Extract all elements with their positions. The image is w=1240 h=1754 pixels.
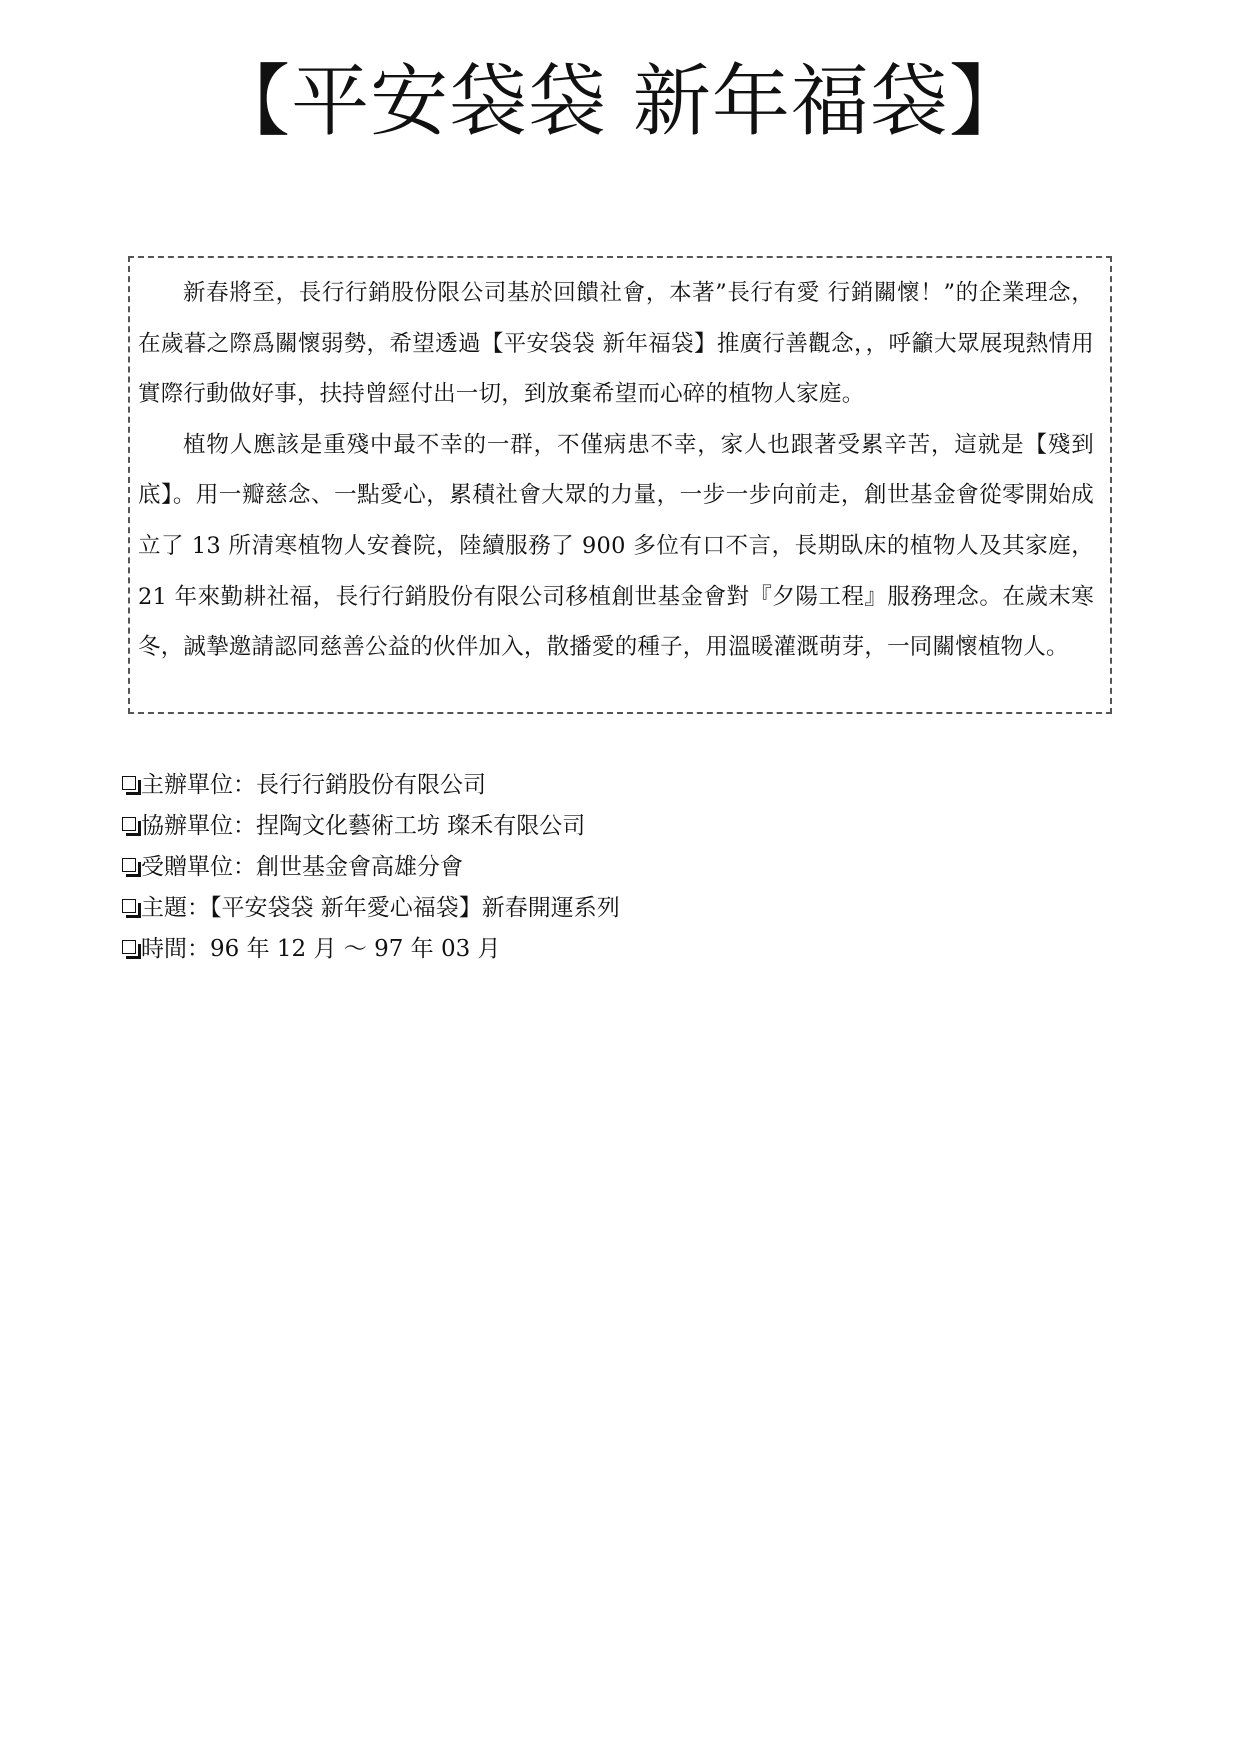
checkbox-square-icon [122,858,136,872]
info-item-co-organizer [122,803,922,844]
info-item-recipient [122,844,922,885]
page-title: 【平安袋袋 新年福袋】 [212,57,1028,147]
info-item-text: 主辦單位：長行行銷股份有限公司 [141,772,486,798]
paragraph-vegetative-patients: 植物人應該是重殘中最不幸的一群，不僅病患不幸，家人也跟著受累辛苦，這就是【殘到底】。用一瓣慈念、一點愛心，累積社會大眾的力量，一步一步向前走，創世基金會從零開始成立了 13 所清寒植物人安養院，陸續服務了 900 多位有口不言，長期臥床的植物人及其家庭，21 年來勤耕社福，長行行銷股份有限公司移植創世基金會對『夕陽工程』服務理念。在歲末寒冬，誠摯邀請認同慈善公益的伙伴加入，散播愛的種子，用溫暖灌溉萌芽，一同關懷植物人。 [138,431,1094,661]
info-item-text: 主題：【平安袋袋 新年愛心福袋】新春開運系列 [141,895,620,921]
event-info-list [122,762,922,967]
paragraph-intro: 新春將至，長行行銷股份限公司基於回饋社會，本著”長行有愛 行銷關懷！”的企業理念，在歲暮之際爲關懷弱勢，希望透過【平安袋袋 新年福袋】推廣行善觀念，，呼籲大眾展現熱情用實際行動做好事，扶持曾經付出一切，到放棄希望而心碎的植物人家庭。 [138,280,1094,408]
info-item-text: 協辦單位：捏陶文化藝術工坊 璨禾有限公司 [141,813,586,839]
info-item-text: 受贈單位：創世基金會高雄分會 [141,854,463,880]
checkbox-square-icon [122,817,136,831]
info-item-text: 時間：96 年 12 月 ～ 97 年 03 月 [141,936,501,962]
checkbox-square-icon [122,899,136,913]
checkbox-square-icon [122,776,136,790]
info-item-theme [122,885,922,926]
info-item-period [122,926,922,967]
description-box [128,256,1112,714]
checkbox-square-icon [122,940,136,954]
info-item-organizer [122,762,922,803]
